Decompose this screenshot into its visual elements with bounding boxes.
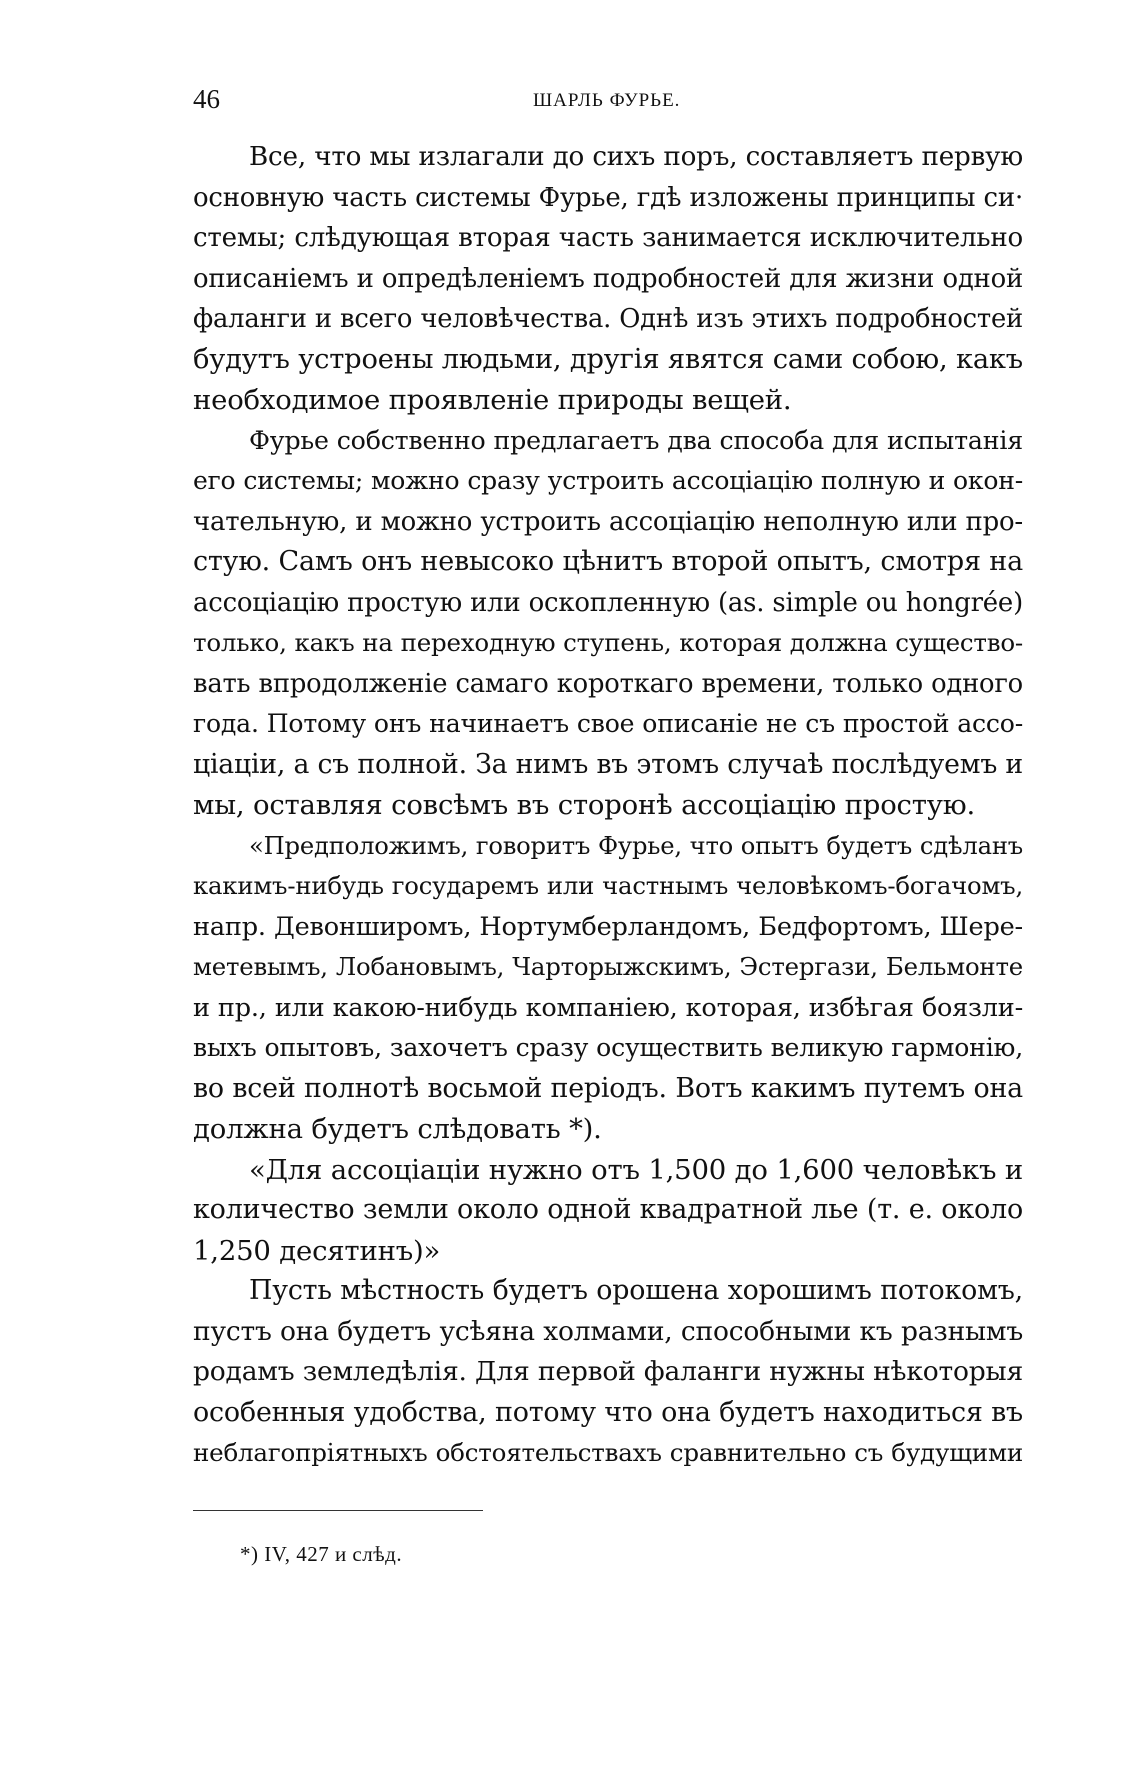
text-line: Фурье собственно предлагаетъ два способа для испытанія [249, 425, 1023, 455]
text-line: метевымъ, Лобановымъ, Чарторыжскимъ, Эстергази, Бельмонте [193, 952, 1023, 981]
paragraph [193, 1271, 1023, 1474]
text-line: стую. Самъ онъ невысоко цѣнитъ второй опытъ, смотря на [193, 546, 1023, 577]
text-line: стемы; слѣдующая вторая часть занимается исключительно [193, 223, 1023, 253]
paragraph [193, 826, 1023, 1150]
text-line: особенныя удобства, потому что она будетъ находиться въ [193, 1396, 1023, 1428]
text-line: пустъ она будетъ усѣяна холмами, способными къ разнымъ [193, 1315, 1023, 1347]
text-line: ціаціи, а съ полной. За нимъ въ этомъ случаѣ послѣдуемъ и [193, 748, 1023, 780]
text-line: во всей полнотѣ восьмой періодъ. Вотъ какимъ путемъ она [193, 1072, 1023, 1104]
paragraph [193, 1150, 1023, 1272]
text-line: должна будетъ слѣдовать *). [193, 1113, 602, 1145]
text-line: вать впродолженіе самаго короткаго времени, только одного [193, 668, 1023, 699]
page-number: 46 [193, 84, 220, 114]
text-line: мы, оставляя совсѣмъ въ сторонѣ ассоціацію простую. [193, 789, 976, 821]
page-header [193, 84, 1023, 120]
text-line: основную часть системы Фурье, гдѣ изложены принципы си· [193, 182, 1023, 213]
text-line: 1,250 десятинъ)» [193, 1234, 441, 1267]
text-line: и пр., или какою-нибудь компаніею, которая, избѣгая боязли- [193, 992, 1023, 1023]
text-line: года. Потому онъ начинаетъ свое описаніе не съ простой ассо- [193, 709, 1023, 738]
text-line: ассоціацію простую или оскопленную (as. simple ou hongrée) [193, 587, 1023, 618]
paragraph [193, 137, 1023, 421]
text-line: неблагопріятныхъ обстоятельствахъ сравнительно съ будущими [193, 1438, 1023, 1467]
running-title: ШАРЛЬ ФУРЬЕ. [533, 90, 681, 111]
text-line: фаланги и всего человѣчества. Однѣ изъ этихъ подробностей [193, 304, 1023, 334]
text-line: какимъ-нибудь государемъ или частнымъ человѣкомъ-богачомъ, [193, 871, 1023, 900]
text-line: описаніемъ и опредѣленіемъ подробностей для жизни одной [193, 263, 1023, 294]
text-line: необходимое проявленіе природы вещей. [193, 384, 792, 416]
text-line: «Предположимъ, говоритъ Фурье, что опытъ будетъ сдѣланъ [249, 830, 1023, 860]
text-line: Пусть мѣстность будетъ орошена хорошимъ потокомъ, [249, 1275, 1023, 1306]
text-line: его системы; можно сразу устроить ассоціацію полную и окон- [193, 466, 1023, 495]
text-line: только, какъ на переходную ступень, которая должна существо- [193, 628, 1023, 657]
text-line: выхъ опытовъ, захочетъ сразу осуществить великую гармонію, [193, 1033, 1023, 1062]
text-line: родамъ земледѣлія. Для первой фаланги нужны нѣкоторыя [193, 1356, 1023, 1387]
text-line: чательную, и можно устроить ассоціацію неполную или про- [193, 506, 1023, 537]
footnote-divider [193, 1510, 483, 1511]
text-line: количество земли около одной квадратной лье (т. е. около [193, 1194, 1023, 1225]
paragraph [193, 421, 1023, 826]
text-line: напр. Девонширомъ, Нортумберландомъ, Бедфортомъ, Шере- [193, 911, 1023, 942]
body-text [193, 137, 1023, 1474]
text-line: будутъ устроены людьми, другія явятся сами собою, какъ [193, 343, 1023, 375]
text-line: «Для ассоціаціи нужно отъ 1,500 до 1,600 человѣкъ и [249, 1153, 1023, 1186]
text-line: Все, что мы излагали до сихъ поръ, составляетъ первую [249, 142, 1023, 172]
footnote: *) IV, 427 и слѣд. [240, 1542, 403, 1566]
